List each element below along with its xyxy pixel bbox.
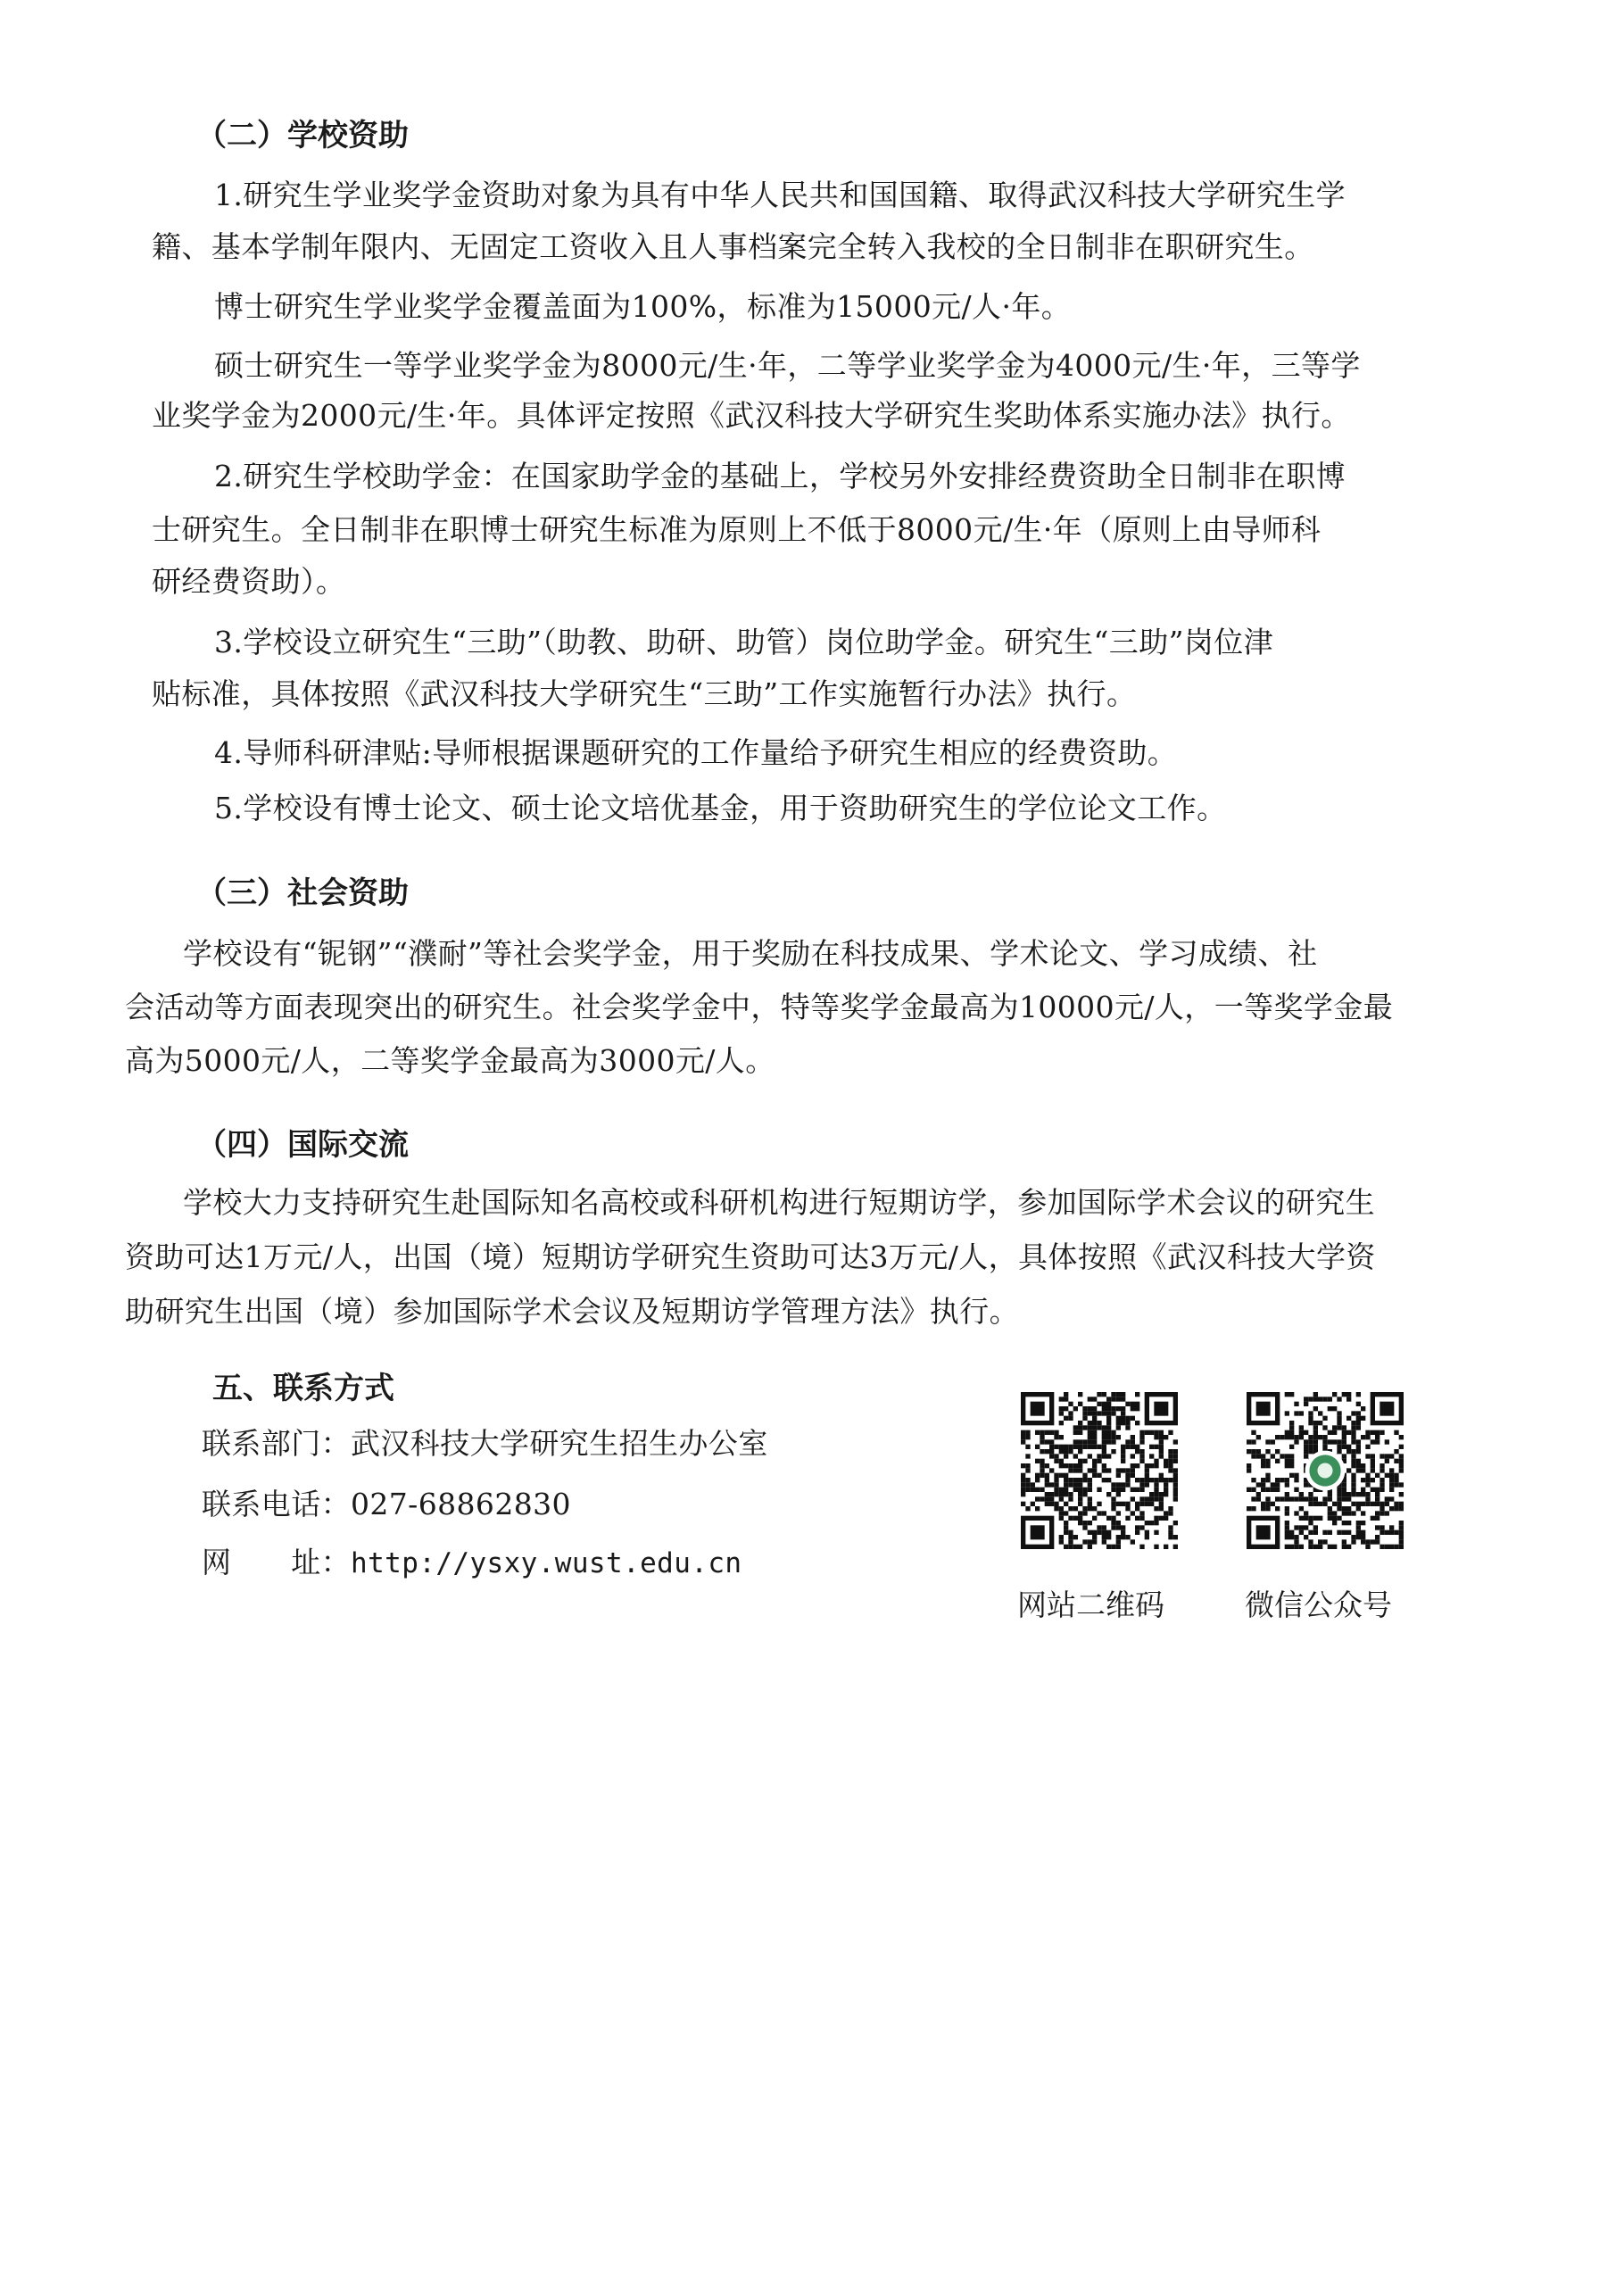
heading-international-exchange: （四）国际交流	[196, 1127, 409, 1163]
paragraph-line: 学校大力支持研究生赴国际知名高校或科研机构进行短期访学，参加国际学术会议的研究生	[183, 1185, 1375, 1220]
paragraph-line: 3.学校设立研究生“三助”（助教、助研、助管）岗位助学金。研究生“三助”岗位津	[214, 625, 1274, 659]
paragraph-line: 助研究生出国（境）参加国际学术会议及短期访学管理方法》执行。	[125, 1294, 1019, 1329]
website-label: 网 址：	[202, 1545, 351, 1579]
paragraph-line: 籍、基本学制年限内、无固定工资收入且人事档案完全转入我校的全日制非在职研究生。	[152, 229, 1314, 264]
contact-department: 联系部门：武汉科技大学研究生招生办公室	[202, 1426, 768, 1461]
wechat-qr-code-icon	[1247, 1392, 1404, 1549]
paragraph-line: 贴标准，具体按照《武汉科技大学研究生“三助”工作实施暂行办法》执行。	[152, 676, 1137, 711]
heading-contact: 五、联系方式	[212, 1371, 394, 1406]
paragraph-line: 2.研究生学校助学金：在国家助学金的基础上，学校另外安排经费资助全日制非在职博	[214, 459, 1346, 493]
paragraph-line: 士研究生。全日制非在职博士研究生标准为原则上不低于8000元/生·年（原则上由导师科	[152, 512, 1322, 547]
heading-school-aid: （二）学校资助	[196, 118, 409, 153]
paragraph-line: 研经费资助）。	[152, 564, 346, 599]
paragraph-line: 学校设有“铌钢”“濮耐”等社会奖学金，用于奖励在科技成果、学术论文、学习成绩、社	[183, 936, 1318, 971]
paragraph-line: 会活动等方面表现突出的研究生。社会奖学金中，特等奖学金最高为10000元/人，一等奖学金最	[125, 990, 1394, 1024]
paragraph-line: 1.研究生学业奖学金资助对象为具有中华人民共和国国籍、取得武汉科技大学研究生学	[214, 178, 1346, 212]
paragraph-line: 硕士研究生一等学业奖学金为8000元/生·年，二等学业奖学金为4000元/生·年，三等学	[214, 348, 1361, 383]
paragraph-line: 高为5000元/人，二等奖学金最高为3000元/人。	[125, 1043, 775, 1078]
website-qr-code-icon	[1021, 1392, 1178, 1549]
paragraph-line: 5.学校设有博士论文、硕士论文培优基金，用于资助研究生的学位论文工作。	[214, 791, 1227, 825]
contact-phone: 联系电话：027-68862830	[202, 1487, 571, 1521]
paragraph-line: 业奖学金为2000元/生·年。具体评定按照《武汉科技大学研究生奖助体系实施办法》执行。	[152, 398, 1351, 433]
paragraph-line: 4.导师科研津贴:导师根据课题研究的工作量给予研究生相应的经费资助。	[214, 735, 1178, 770]
website-url[interactable]: http://ysxy.wust.edu.cn	[351, 1547, 742, 1579]
contact-website	[202, 1539, 742, 1581]
paragraph-line: 博士研究生学业奖学金覆盖面为100%，标准为15000元/人·年。	[214, 289, 1072, 324]
heading-social-aid: （三）社会资助	[196, 875, 409, 911]
paragraph-line: 资助可达1万元/人，出国（境）短期访学研究生资助可达3万元/人，具体按照《武汉科技大学资	[125, 1239, 1376, 1274]
qr-caption-website: 网站二维码	[1017, 1587, 1164, 1622]
qr-caption-wechat: 微信公众号	[1245, 1587, 1392, 1622]
